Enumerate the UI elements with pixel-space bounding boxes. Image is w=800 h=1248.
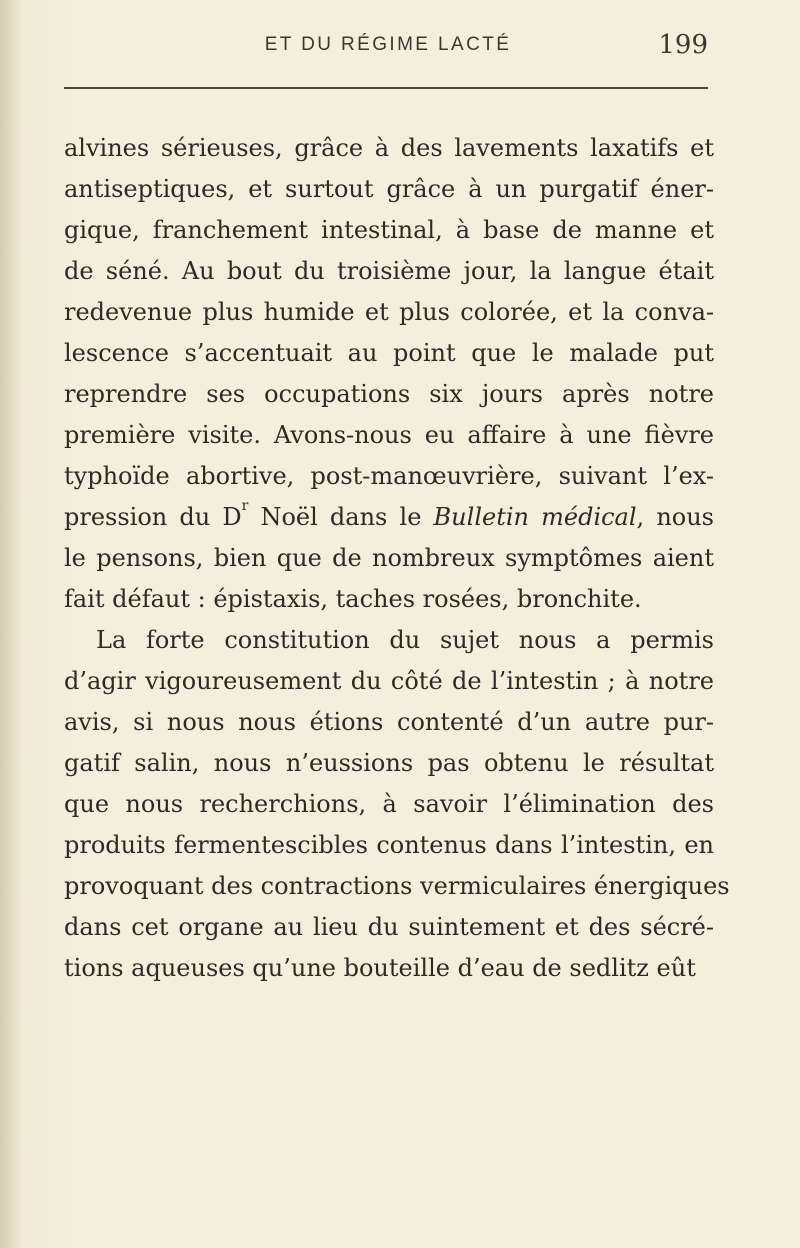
header-rule bbox=[64, 87, 708, 89]
page-number: 199 bbox=[658, 30, 708, 60]
body-text bbox=[64, 128, 730, 989]
running-title: ET DU RÉGIME LACTÉ bbox=[264, 34, 512, 55]
text-line: que nous recherchions, à savoir l’élimination des bbox=[64, 790, 714, 818]
text-line: tions aqueuses qu’une bouteille d’eau de sedlitz eût bbox=[64, 954, 696, 982]
text-line-citation bbox=[64, 497, 714, 538]
spine-shadow bbox=[0, 0, 22, 1248]
text-line: lescence s’accentuait au point que le malade put bbox=[64, 339, 714, 367]
text-line: avis, si nous nous étions contenté d’un autre pur- bbox=[64, 708, 714, 736]
text-line: dans cet organe au lieu du suintement et des sécré- bbox=[64, 913, 714, 941]
text-line: le pensons, bien que de nombreux symptômes aient bbox=[64, 544, 714, 572]
text-line: antiseptiques, et surtout grâce à un purgatif éner- bbox=[64, 175, 714, 203]
text-line: d’agir vigoureusement du côté de l’intestin ; à notre bbox=[64, 667, 714, 695]
text-line: typhoïde abortive, post-manœuvrière, suivant l’ex- bbox=[64, 462, 714, 490]
text-line: de séné. Au bout du troisième jour, la langue était bbox=[64, 257, 714, 285]
page-header bbox=[68, 30, 708, 70]
text-line: gatif salin, nous n’eussions pas obtenu le résultat bbox=[64, 749, 714, 777]
text-line: première visite. Avons-nous eu affaire à une fièvre bbox=[64, 421, 714, 449]
paragraph-end-line: fait défaut : épistaxis, taches rosées, bronchite. bbox=[64, 585, 642, 613]
text-line: redevenue plus humide et plus colorée, et la conva- bbox=[64, 298, 714, 326]
text-line: produits fermentescibles contenus dans l’intestin, en bbox=[64, 831, 714, 859]
text-line: provoquant des contractions vermiculaires énergiques bbox=[64, 872, 730, 900]
doctor-abbrev-superscript: r bbox=[241, 498, 249, 514]
text-line: gique, franchement intestinal, à base de manne et bbox=[64, 216, 714, 244]
paragraph-start-line: La forte constitution du sujet nous a permis bbox=[96, 626, 714, 654]
citation-text-before: pression du D bbox=[64, 503, 242, 531]
citation-text-after: , nous bbox=[636, 503, 714, 531]
text-line: reprendre ses occupations six jours après notre bbox=[64, 380, 714, 408]
publication-title: Bulletin médical bbox=[433, 503, 637, 531]
citation-text-middle: Noël dans le bbox=[248, 503, 434, 531]
text-line: alvines sérieuses, grâce à des lavements laxatifs et bbox=[64, 134, 714, 162]
